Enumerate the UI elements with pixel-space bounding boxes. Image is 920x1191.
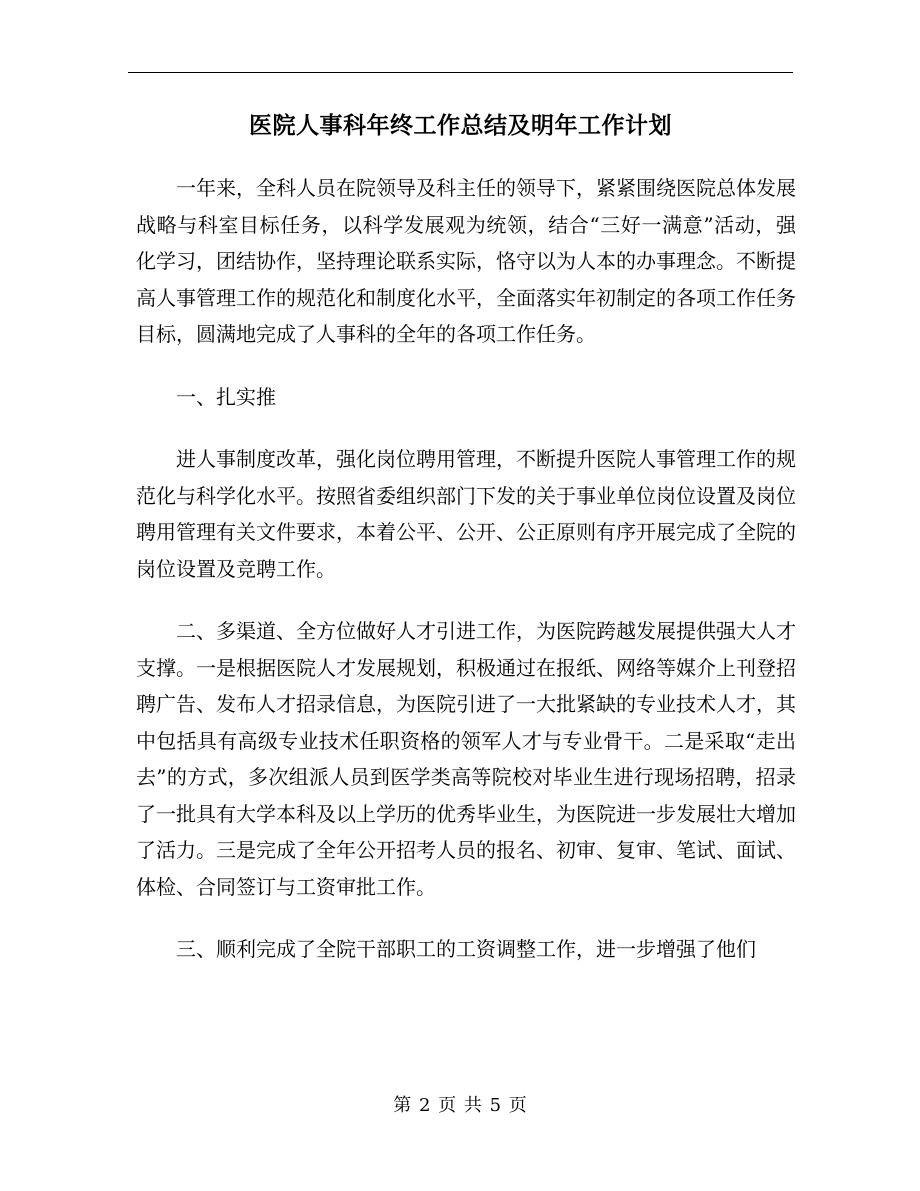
paragraph-section-one-body: 进人事制度改革，强化岗位聘用管理，不断提升医院人事管理工作的规范化与科学化水平。按照省委组织部门下发的关于事业单位岗位设置及岗位聘用管理有关文件要求，本着公平、公开、公正原则有序开展完成了全院的岗位设置及竞聘工作。 <box>136 447 796 581</box>
header-rule <box>128 72 793 73</box>
paragraph-section-two: 二、多渠道、全方位做好人才引进工作，为医院跨越发展提供强大人才支撑。一是根据医院人才发展规划，积极通过在报纸、网络等媒介上刊登招聘广告、发布人才招录信息，为医院引进了一大批紧缺的专业技术人才，其中包括具有高级专业技术任职资格的领军人才与专业骨干。二是采取“走出去”的方式，多次组派人员到医学类高等院校对毕业生进行现场招聘，招录了一批具有大学本科及以上学历的优秀毕业生，为医院进一步发展壮大增加了活力。三是完成了全年公开招考人员的报名、初审、复审、笔试、面试、体检、合同签订与工资审批工作。 <box>136 619 796 899</box>
paragraph-intro: 一年来，全科人员在院领导及科主任的领导下，紧紧围绕医院总体发展战略与科室目标任务，以科学发展观为统领，结合“三好一满意”活动，强化学习，团结协作，坚持理论联系实际，恪守以为人本的办事理念。不断提高人事管理工作的规范化和制度化水平，全面落实年初制定的各项工作任务目标，圆满地完成了人事科的全年的各项工作任务。 <box>136 176 796 346</box>
paragraph-section-one-heading: 一、扎实推 <box>176 384 276 409</box>
document-title: 医院人事科年终工作总结及明年工作计划 <box>249 112 672 139</box>
paragraph-section-three: 三、顺利完成了全院干部职工的工资调整工作，进一步增强了他们 <box>176 937 756 961</box>
page-number-footer: 第 2 页 共 5 页 <box>393 1095 527 1116</box>
document-body <box>136 170 796 994</box>
